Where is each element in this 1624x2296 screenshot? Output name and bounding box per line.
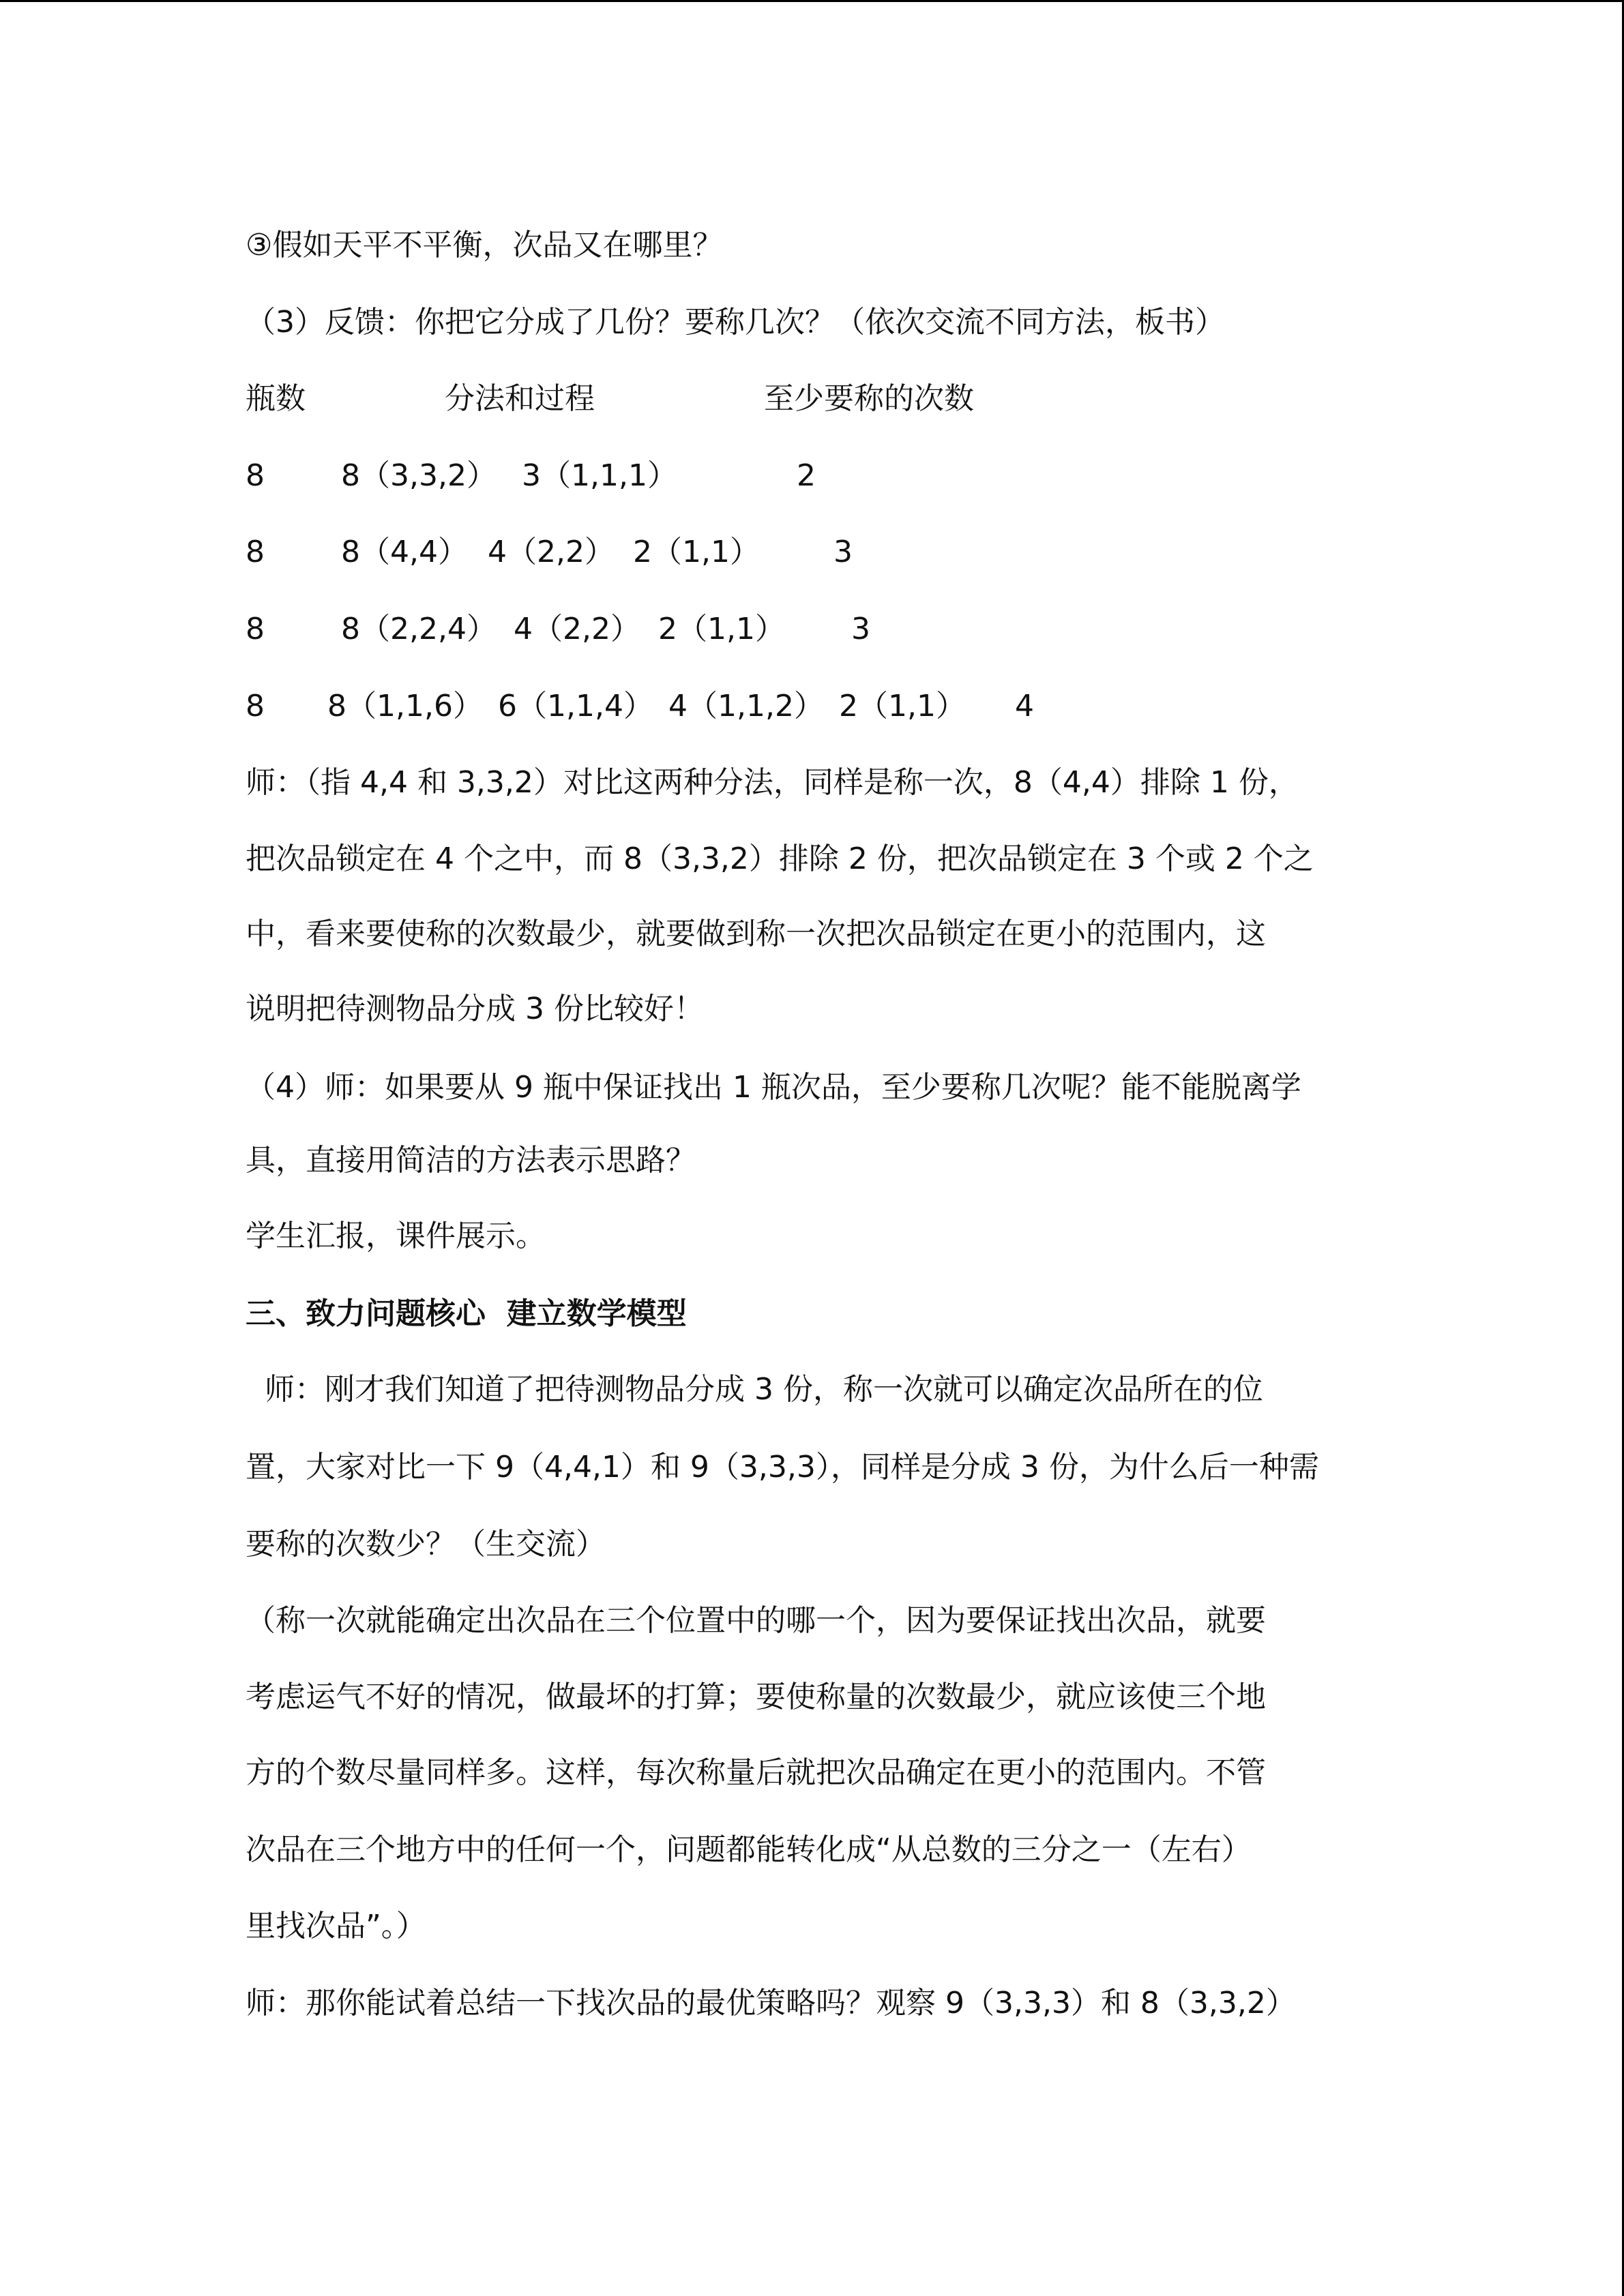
body-line: （称一次就能确定出次品在三个位置中的哪一个，因为要保证找出次品，就要 [246, 1603, 1266, 1638]
row-step: 2（1,1） [633, 535, 760, 569]
row-step: 8（1,1,6） [327, 689, 483, 724]
header-bottle-count: 瓶数 [246, 381, 306, 416]
body-line: 师：刚才我们知道了把待测物品分成 3 份，称一次就可以确定次品所在的位 [246, 1372, 1263, 1407]
row-times: 4 [1015, 689, 1034, 724]
row-count: 8 [246, 689, 265, 724]
row-step: 8（4,4） [341, 535, 468, 569]
row-times: 2 [797, 458, 816, 493]
body-line: 里找次品”。） [246, 1909, 426, 1943]
body-line: 要称的次数少？（生交流） [246, 1527, 606, 1562]
body-line: 中，看来要使称的次数最少，就要做到称一次把次品锁定在更小的范围内，这 [246, 916, 1266, 951]
row-step: 8（2,2,4） [341, 612, 497, 646]
row-step: 2（1,1） [839, 689, 966, 724]
body-line: 把次品锁定在 4 个之中，而 8（3,3,2）排除 2 份，把次品锁定在 3 个或 2 个之 [246, 841, 1314, 876]
body-line: 学生汇报，课件展示。 [246, 1219, 546, 1253]
row-step: 2（1,1） [658, 612, 785, 646]
table-row [246, 686, 1405, 727]
row-count: 8 [246, 535, 265, 569]
table-row [246, 609, 1405, 650]
row-step: 4（1,1,2） [668, 689, 824, 724]
paragraph-feedback: （3）反馈：你把它分成了几份？要称几次？（依次交流不同方法，板书） [246, 305, 1225, 340]
row-step: 8（3,3,2） [341, 458, 497, 493]
body-line: （4）师：如果要从 9 瓶中保证找出 1 瓶次品，至少要称几次呢？能不能脱离学 [246, 1070, 1301, 1105]
row-step: 4（2,2） [514, 612, 640, 646]
row-step: 3（1,1,1） [522, 458, 677, 493]
body-line: 考虑运气不好的情况，做最坏的打算；要使称量的次数最少，就应该使三个地 [246, 1680, 1266, 1714]
body-line: 方的个数尽量同样多。这样，每次称量后就把次品确定在更小的范围内。不管 [246, 1755, 1266, 1790]
table-header-row [246, 378, 1405, 419]
body-line: 说明把待测物品分成 3 份比较好！ [246, 992, 704, 1026]
top-border-line [0, 0, 1624, 2]
row-count: 8 [246, 458, 265, 493]
body-line: 具，直接用简洁的方法表示思路？ [246, 1143, 696, 1178]
header-method: 分法和过程 [445, 381, 595, 416]
table-row [246, 456, 1405, 496]
header-min-times: 至少要称的次数 [764, 381, 974, 416]
body-line: 师：（指 4,4 和 3,3,2）对比这两种分法，同样是称一次，8（4,4）排除 1 份， [246, 765, 1299, 800]
row-times: 3 [833, 535, 853, 569]
section-heading: 三、致力问题核心 建立数学模型 [246, 1296, 687, 1331]
row-step: 4（2,2） [488, 535, 615, 569]
body-line: 置，大家对比一下 9（4,4,1）和 9（3,3,3），同样是分成 3 份，为什么后一种需 [246, 1450, 1319, 1485]
table-row [246, 532, 1405, 573]
row-count: 8 [246, 612, 265, 646]
paragraph-question-3: ③假如天平不平衡，次品又在哪里？ [246, 228, 723, 263]
row-times: 3 [851, 612, 870, 646]
row-step: 6（1,1,4） [498, 689, 653, 724]
body-line: 次品在三个地方中的任何一个，问题都能转化成“从总数的三分之一（左右） [246, 1832, 1252, 1867]
body-line: 师：那你能试着总结一下找次品的最优策略吗？观察 9（3,3,3）和 8（3,3,2） [246, 1986, 1296, 2021]
